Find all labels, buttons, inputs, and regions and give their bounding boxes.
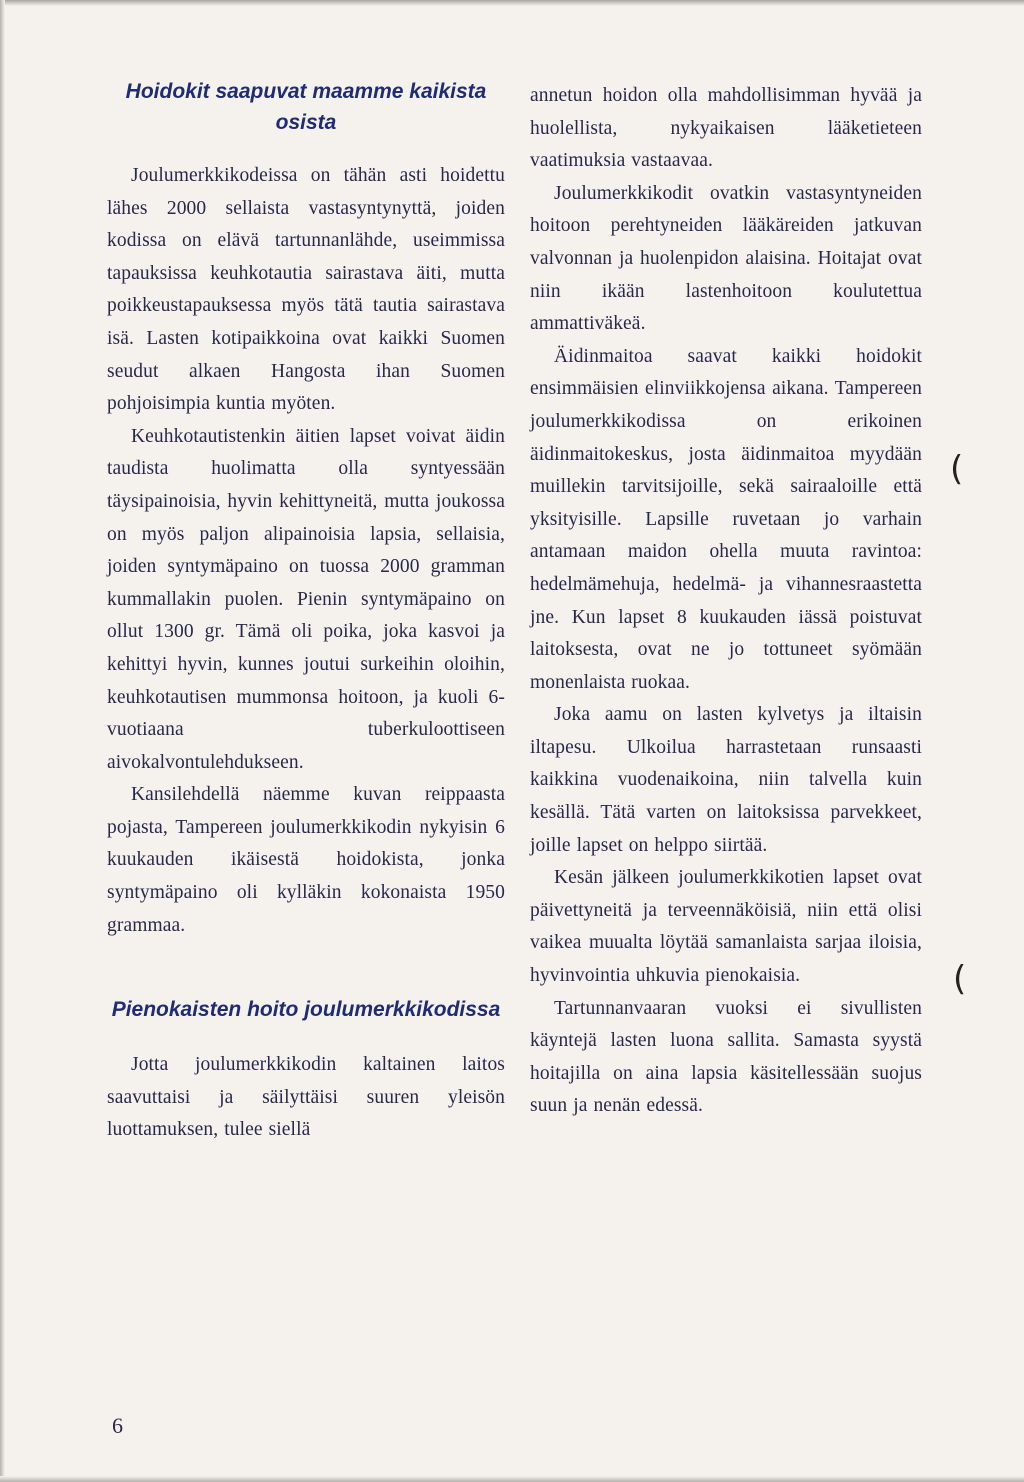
paragraph: Kesän jälkeen joulumerkkikotien lapset ovat päivettyneitä ja terveennäköisiä, niin että olisi vaikea muualta löytää samanlaista sarjaa iloisia, hyvinvointia uhkuvia pienokaisia. bbox=[530, 867, 922, 987]
section-heading-pienokaisten: Pienokaisten hoito joulumerkkikodissa bbox=[111, 998, 501, 1022]
paragraph: Jotta joulumerkkikodin kaltainen laitos saavuttaisi ja säilyttäisi suuren yleisön luottamuksen, tulee siellä bbox=[107, 1054, 505, 1141]
left-column bbox=[107, 76, 505, 1147]
page-edge-top bbox=[0, 0, 1024, 6]
paragraph: Joka aamu on lasten kylvetys ja iltaisin iltapesu. Ulkoilua harrastetaan runsaasti kaikkina vuodenaikoina, niin talvella kuin kesällä. Tätä varten on laitoksissa parvekkeet, joille lapset on helppo siirtää. bbox=[530, 704, 922, 856]
binding-hole-mark: ( bbox=[953, 959, 967, 999]
paragraph: Joulumerkkikodeissa on tähän asti hoidettu lähes 2000 sellaista vastasyntynyttä, joiden kodissa on elävä tartunnanlähde, useimmissa tapauksissa keuhkotautia sairastava äiti, mutta poikkeustapauksessa myös tätä tautia sairastava isä. Lasten kotipaikkoina ovat kaikki Suomen seudut alkaen Hangosta ihan Suomen pohjoisimpia kuntia myöten. bbox=[107, 165, 505, 415]
paragraph: Äidinmaitoa saavat kaikki hoidokit ensimmäisien elinviikkojensa aikana. Tampereen joulumerkkikodissa on erikoinen äidinmaitokeskus, josta äidinmaitoa myydään muillekin tarvitsijoille, sekä sairaaloille että yksityisille. Lapsille ruvetaan jo varhain antamaan maidon ohella muuta ravintoa: hedelmämehuja, hedelmä- ja vihannesraastetta jne. Kun lapset 8 kuukauden iässä poistuvat laitoksesta, ovat ne jo tottuneet syömään monenlaista ruokaa. bbox=[530, 345, 922, 693]
paragraph: Keuhkotautistenkin äitien lapset voivat äidin taudista huolimatta olla syntyessään täysipainoisia, hyvin kehittyneitä, mutta joukossa on myös paljon alipainoisia lapsia, sellaisia, joiden syntymäpaino on tuossa 2000 gramman kummallakin puolen. Pienin syntymäpaino on ollut 1300 gr. Tämä oli poika, joka kasvoi ja kehittyi hyvin, kunnes joutui surkeihin oloihin, keuhkotautisen mummonsa hoitoon, ja kuoli 6-vuotiaana tuberkuloottiseen aivokalvontulehdukseen. bbox=[107, 425, 505, 773]
binding-hole-mark: ( bbox=[950, 449, 964, 489]
paragraph: Kansilehdellä näemme kuvan reippaasta pojasta, Tampereen joulumerkkikodin nykyisin 6 kuukauden ikäisestä hoidokista, jonka syntymäpaino oli kylläkin kokonaista 1950 grammaa. bbox=[107, 784, 505, 936]
page-number: 6 bbox=[112, 1413, 123, 1438]
paragraph: Tartunnanvaaran vuoksi ei sivullisten käyntejä lasten luona sallita. Samasta syystä hoitajilla on aina lapsia käsitellessään suojus suun ja nenän edessä. bbox=[530, 997, 922, 1117]
page-edge-bottom bbox=[0, 1476, 1024, 1482]
section-heading-hoidokit: Hoidokit saapuvat maamme kaikista osista bbox=[125, 80, 487, 134]
page-edge-left bbox=[0, 0, 5, 1482]
right-column bbox=[530, 80, 922, 1123]
paragraph-continued: annetun hoidon olla mahdollisimman hyvää ja huolellista, nykyaikaisen lääketieteen vaatimuksia vastaavaa. bbox=[530, 85, 922, 172]
paragraph: Joulumerkkikodit ovatkin vastasyntyneiden hoitoon perehtyneiden lääkäreiden jatkuvan valvonnan ja huolenpidon alaisina. Hoitajat ovat niin ikään lastenhoitoon koulutettua ammattiväkeä. bbox=[530, 182, 922, 335]
